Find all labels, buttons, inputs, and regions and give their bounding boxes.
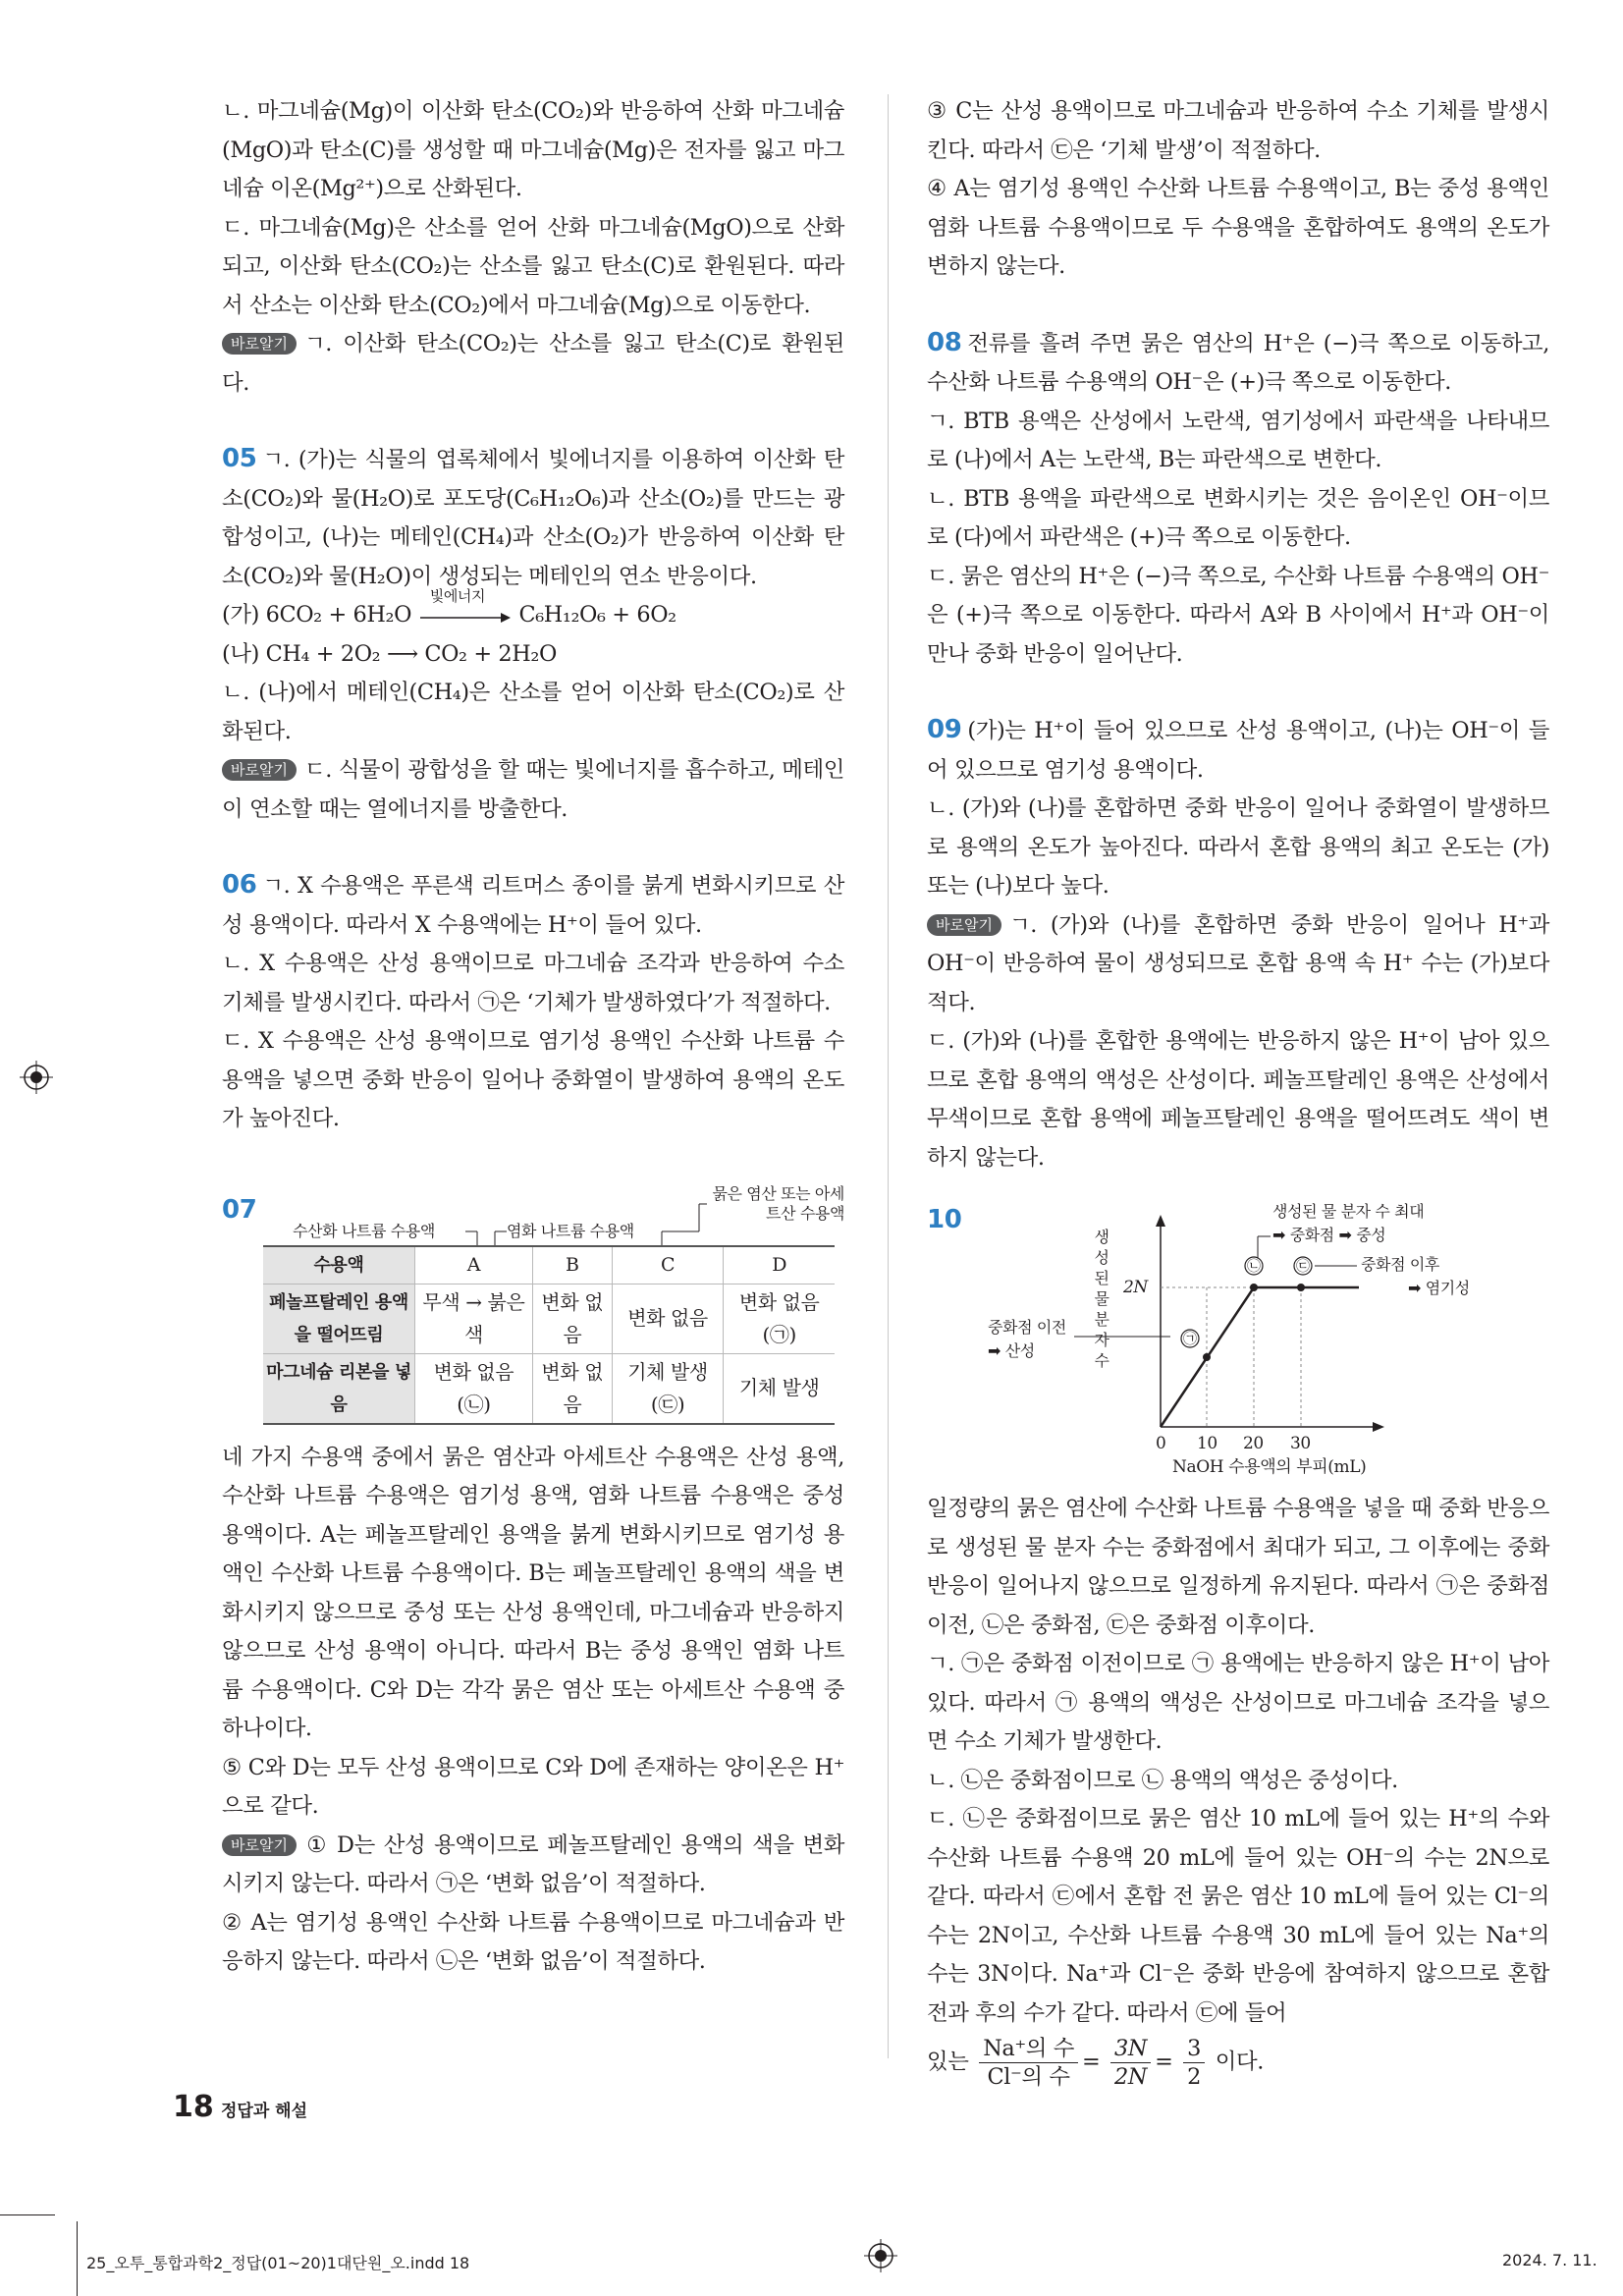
x-tick: 30 xyxy=(1290,1434,1311,1453)
fraction: $\frac{3}{2}$ xyxy=(1183,2035,1205,2091)
print-date: 2024. 7. 11. xyxy=(1502,2251,1597,2269)
q10-graph xyxy=(927,1201,1549,1482)
answer-paragraph: 네 가지 수용액 중에서 묽은 염산과 아세트산 수용액은 산성 용액, 수산화 나트륨 수용액은 염기성 용액, 염화 나트륨 수용액은 중성 용액이다. A는 페놀프탈레인 용액을 붉게 변화시키므로 염기성 용액인 수산화 나트륨 수용액이다. B는 페놀프탈레인 용액의 색을 변화시키지 않으므로 중성 또는 산성 용액인데, 마그네슘과 반응하지 않으므로 산성 용액이 아니다. 따라서 B는 중성 용액인 염화 나트륨 수용액이다. C와 D는 각각 묽은 염산 또는 아세트산 수용액 중 하나이다. xyxy=(222,1444,844,1741)
answer-paragraph: ㄱ. BTB 용액은 산성에서 노란색, 염기성에서 파란색을 나타내므로 (나)에서 A는 노란색, B는 파란색으로 변한다. xyxy=(927,408,1549,472)
answer-paragraph: ㄴ. ㉡은 중화점이므로 ㉡ 용액의 액성은 중성이다. xyxy=(927,1767,1398,1793)
equation-na: (나) CH₄ + 2O₂ ⟶ CO₂ + 2H₂O xyxy=(222,640,557,667)
crop-line xyxy=(77,2221,78,2296)
answer-paragraph: ㄱ. ㉠은 중화점 이전이므로 ㉠ 용액에는 반응하지 않은 H⁺이 남아 있다. 따라서 ㉠ 용액의 액성은 산성이므로 마그네슘 조각을 넣으면 수소 기체가 발생한다. xyxy=(927,1651,1549,1754)
q09-paragraph: 09 (가)는 H⁺이 들어 있으므로 산성 용액이고, (나)는 OH⁻이 들어 있으므로 염기성 용액이다. xyxy=(927,715,1549,783)
label-acid: 묽은 염산 또는 아세트산 수용액 xyxy=(712,1183,844,1223)
answer-paragraph: ㄴ. X 수용액은 산성 용액이므로 마그네슘 조각과 반응하여 수소 기체를 발생시킨다. 따라서 ㉠은 ‘기체가 발생하였다’가 적절하다. xyxy=(222,951,844,1015)
annotation: ➡ 염기성 xyxy=(1408,1279,1470,1297)
answer-paragraph: ㄴ. 마그네슘(Mg)이 이산화 탄소(CO₂)와 반응하여 산화 마그네슘(MgO)과 탄소(C)를 생성할 때 마그네슘(Mg)은 전자를 잃고 마그네슘 이온(Mg²⁺)으로 산화된다. xyxy=(222,98,844,201)
correction-badge: 바로알기 xyxy=(222,1834,297,1856)
answer-paragraph: 바로알기 ㄱ. (가)와 (나)를 혼합하면 중화 반응이 일어나 H⁺과 OH⁻이 반응하여 물이 생성되므로 혼합 용액 속 H⁺ 수는 (가)보다 적다. xyxy=(927,911,1549,1015)
right-column xyxy=(927,92,1549,2091)
table-cell: 페놀프탈레인 용액을 떨어뜨림 xyxy=(263,1284,415,1353)
answer-paragraph: ㄷ. 묽은 염산의 H⁺은 (−)극 쪽으로, 수산화 나트륨 수용액의 OH⁻은 (+)극 쪽으로 이동한다. 따라서 A와 B 사이에서 H⁺과 OH⁻이 만나 중화 반응이 일어난다. xyxy=(927,563,1549,667)
point-b xyxy=(1250,1284,1258,1291)
annotation: 생성된 물 분자 수 최대 xyxy=(1272,1202,1425,1221)
table-cell: 변화 없음 xyxy=(612,1284,724,1353)
table-header: 수용액 xyxy=(263,1246,415,1285)
fraction: $\frac{\text{Na⁺의 수}}{\text{Cl⁻의 수}}$ xyxy=(979,2035,1078,2091)
question-number: 09 xyxy=(927,715,962,744)
reaction-arrow-icon xyxy=(418,608,513,628)
label-nacl: 염화 나트륨 수용액 xyxy=(507,1221,634,1240)
answer-paragraph: ㄷ. 마그네슘(Mg)은 산소를 얻어 산화 마그네슘(MgO)으로 산화되고, 이산화 탄소(CO₂)는 산소를 잃고 탄소(C)로 환원된다. 따라서 산소는 이산화 탄소(CO₂)에서 마그네슘(Mg)으로 이동한다. xyxy=(222,214,844,318)
registration-mark-left xyxy=(20,1061,53,1094)
question-number: 10 xyxy=(927,1205,962,1234)
correction-badge: 바로알기 xyxy=(222,759,297,781)
y-tick: 2N xyxy=(1123,1278,1148,1297)
table-cell: 마그네슘 리본을 넣음 xyxy=(263,1353,415,1424)
x-axis-label: NaOH 수용액의 부피(mL) xyxy=(1172,1457,1367,1477)
table-cell: 변화 없음 xyxy=(532,1284,612,1353)
table-row xyxy=(263,1284,835,1353)
table-header: C xyxy=(612,1246,724,1285)
table-header: A xyxy=(415,1246,533,1285)
q07-table-block xyxy=(222,1184,844,1425)
marker-a: ㉠ xyxy=(1183,1332,1197,1347)
table-header: D xyxy=(724,1246,835,1285)
left-column xyxy=(222,92,844,1982)
answer-paragraph: ② A는 염기성 용액인 수산화 나트륨 수용액이므로 마그네슘과 반응하지 않는다. 따라서 ㉡은 ‘변화 없음’이 적절하다. xyxy=(222,1909,844,1974)
label-leader-lines xyxy=(222,1184,844,1245)
annotation: 중화점 이후 xyxy=(1361,1255,1439,1274)
q05-paragraph: 05 ㄱ. (가)는 식물의 엽록체에서 빛에너지를 이용하여 이산화 탄소(CO₂)와 물(H₂O)로 포도당(C₆H₁₂O₆)과 산소(O₂)를 만드는 광합성이고, (나)는 메테인(CH₄)과 산소(O₂)가 반응하여 이산화 탄소(CO₂)와 물(H₂O)이 생성되는 메테인의 연소 반응이다. xyxy=(222,444,844,589)
answer-paragraph: ㄴ. BTB 용액을 파란색으로 변화시키는 것은 음이온인 OH⁻이므로 (다)에서 파란색은 (+)극 쪽으로 이동한다. xyxy=(927,485,1549,550)
answer-paragraph: 일정량의 묽은 염산에 수산화 나트륨 수용액을 넣을 때 중화 반응으로 생성된 물 분자 수는 중화점에서 최대가 되고, 그 이후에는 중화 반응이 일어나지 않으므로 일정하게 유지된다. 따라서 ㉠은 중화점 이전, ㉡은 중화점, ㉢은 중화점 이후이다. xyxy=(927,1496,1549,1638)
table-header: B xyxy=(532,1246,612,1285)
question-number: 05 xyxy=(222,444,257,473)
answer-paragraph: 바로알기 ㄱ. 이산화 탄소(CO₂)는 산소를 잃고 탄소(C)로 환원된다. xyxy=(222,331,844,396)
question-number: 07 xyxy=(222,1194,257,1225)
marker-b: ㉡ xyxy=(1247,1259,1261,1275)
answer-paragraph: ㄷ. (가)와 (나)를 혼합한 용액에는 반응하지 않은 H⁺이 남아 있으므로 혼합 용액의 액성은 산성이다. 페놀프탈레인 용액은 산성에서 무색이므로 혼합 용액에 페놀프탈레인 용액을 떨어뜨려도 색이 변하지 않는다. xyxy=(927,1028,1549,1171)
water-molecule-graph xyxy=(927,1201,1549,1482)
table-row xyxy=(263,1353,835,1424)
table-cell: 기체 발생 xyxy=(724,1353,835,1424)
answer-paragraph: ㄴ. (가)와 (나)를 혼합하면 중화 반응이 일어나 중화열이 발생하므로 용액의 온도가 높아진다. 따라서 혼합 용액의 최고 온도는 (가) 또는 (나)보다 높다. xyxy=(927,795,1549,899)
point-c xyxy=(1297,1284,1305,1291)
point-a xyxy=(1203,1353,1211,1361)
x-tick: 20 xyxy=(1243,1434,1264,1453)
crop-line xyxy=(0,2214,55,2215)
correction-badge: 바로알기 xyxy=(927,914,1001,936)
y-axis-label: 생성된 물 분자 수 xyxy=(1094,1228,1109,1370)
file-slug: 25_오투_통합과학2_정답(01~20)1대단원_오.indd 18 xyxy=(86,2254,470,2272)
q07-table xyxy=(263,1245,835,1425)
q06-paragraph: 06 ㄱ. X 수용액은 푸른색 리트머스 종이를 붉게 변화시키므로 산성 용액이다. 따라서 X 수용액에는 H⁺이 들어 있다. xyxy=(222,870,844,938)
answer-paragraph: ㄷ. ㉡은 중화점이므로 묽은 염산 10 mL에 들어 있는 H⁺의 수와 수산화 나트륨 수용액 20 mL에 들어 있는 OH⁻의 수는 2N으로 같다. 따라서 ㉢에서 혼합 전 묽은 염산 10 mL에 들어 있는 Cl⁻의 수는 2N이고, 수산화 나트륨 수용액 30 mL에 들어 있는 Na⁺의 수는 3N이다. Na⁺과 Cl⁻은 중화 반응에 참여하지 않으므로 혼합 전과 후의 수가 같다. 따라서 ㉢에 들어 xyxy=(927,1806,1549,2026)
annotation: 중화점 이전 xyxy=(988,1318,1066,1337)
question-number: 06 xyxy=(222,870,257,900)
fraction: $\frac{3N}{2N}$ xyxy=(1110,2035,1151,2091)
answer-paragraph: 바로알기 ① D는 산성 용액이므로 페놀프탈레인 용액의 색을 변화시키지 않는다. 따라서 ㉠은 ‘변화 없음’이 적절하다. xyxy=(222,1831,844,1896)
x-tick: 10 xyxy=(1197,1434,1217,1453)
x-tick: 0 xyxy=(1156,1434,1166,1453)
registration-mark-bottom xyxy=(864,2239,897,2272)
answer-paragraph: ③ C는 산성 용액이므로 마그네슘과 반응하여 수소 기체를 발생시킨다. 따라서 ㉢은 ‘기체 발생’이 적절하다. xyxy=(927,98,1549,163)
correction-badge: 바로알기 xyxy=(222,333,297,355)
annotation: ➡ 중화점 ➡ 중성 xyxy=(1272,1226,1386,1244)
answer-paragraph: 바로알기 ㄷ. 식물이 광합성을 할 때는 빛에너지를 흡수하고, 메테인이 연소할 때는 열에너지를 방출한다. xyxy=(222,757,844,822)
table-cell: 변화 없음(㉠) xyxy=(724,1284,835,1353)
answer-paragraph: ㄴ. (나)에서 메테인(CH₄)은 산소를 얻어 이산화 탄소(CO₂)로 산화된다. xyxy=(222,680,844,744)
page-number: 18 xyxy=(173,2090,214,2124)
answer-paragraph: ④ A는 염기성 용액인 수산화 나트륨 수용액이고, B는 중성 용액인 염화 나트륨 수용액이므로 두 수용액을 혼합하여도 용액의 온도가 변하지 않는다. xyxy=(927,176,1549,279)
column-divider xyxy=(888,94,889,2058)
question-number: 08 xyxy=(927,327,962,357)
table-cell: 기체 발생(㉢) xyxy=(612,1353,724,1424)
page-label: 정답과 해설 xyxy=(221,2102,308,2121)
water-curve xyxy=(1161,1287,1359,1427)
table-cell: 변화 없음 xyxy=(532,1353,612,1424)
answer-paragraph: ⑤ C와 D는 모두 산성 용액이므로 C와 D에 존재하는 양이온은 H⁺으로 같다. xyxy=(222,1754,844,1819)
annotation: ➡ 산성 xyxy=(988,1341,1035,1360)
table-cell: 변화 없음(㉡) xyxy=(415,1353,533,1424)
arrow-label: 빛에너지 xyxy=(429,587,486,605)
table-cell: 무색 → 붉은색 xyxy=(415,1284,533,1353)
fraction-line: 있는 $\frac{\text{Na⁺의 수}}{\text{Cl⁻의 수}}$ = $\frac{3N}{2N}$ = $\frac{3}{2}$ 이다. xyxy=(927,2036,1264,2090)
label-naoh: 수산화 나트륨 수용액 xyxy=(293,1221,435,1240)
equation-ga: (가) 6CO₂ + 6H₂O 빛에너지 C₆H₁₂O₆ + 6O₂ xyxy=(222,587,676,628)
marker-c: ㉢ xyxy=(1296,1259,1310,1275)
q08-paragraph: 08 전류를 흘려 주면 묽은 염산의 H⁺은 (−)극 쪽으로 이동하고, 수산화 나트륨 수용액의 OH⁻은 (+)극 쪽으로 이동한다. xyxy=(927,327,1549,395)
answer-paragraph: ㄷ. X 수용액은 산성 용액이므로 염기성 용액인 수산화 나트륨 수용액을 넣으면 중화 반응이 일어나 중화열이 발생하여 용액의 온도가 높아진다. xyxy=(222,1028,844,1131)
